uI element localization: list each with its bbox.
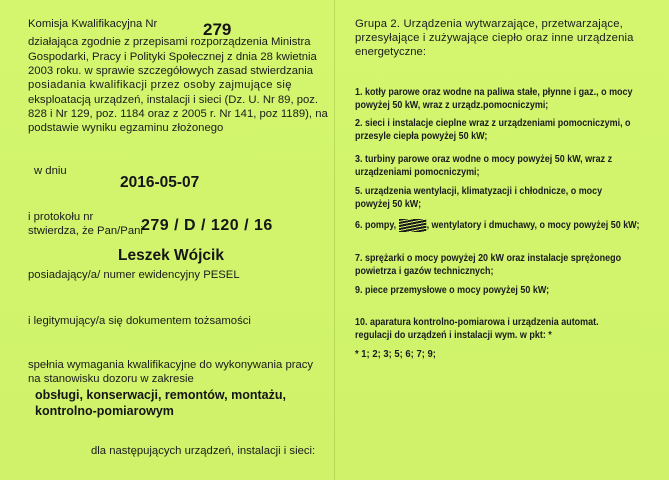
protocol-label-1: i protokołu nr <box>28 211 94 223</box>
device-item-9 <box>355 284 655 297</box>
fold-line <box>334 0 335 480</box>
text-line-2: działająca zgodnie z przepisami rozporządzenia Ministra <box>28 36 311 48</box>
device-item-6 <box>355 219 655 232</box>
device-item-10-line-1: 10. aparatura kontrolno-pomiarowa i urządzenia automat. <box>355 317 599 328</box>
device-item-6-end: , wentylatory i dmuchawy, o mocy powyżej 50 kW; <box>426 220 640 231</box>
device-item-10-line-2: regulacji do urządzeń i instalacji wym. w pkt: * <box>355 330 552 342</box>
text-line-5: posiadania kwalifikacji przez osoby zajmujące się <box>28 79 292 91</box>
scope-line-2: kontrolno-pomiarowym <box>35 404 174 418</box>
protocol-number: 279 / D / 120 / 16 <box>141 217 273 234</box>
exam-date: 2016-05-07 <box>120 174 200 191</box>
device-item-1-line-1: 1. kotły parowe oraz wodne na paliwa stałe, płynne i gaz., o mocy <box>355 87 633 98</box>
device-item-2 <box>355 117 655 143</box>
device-item-5 <box>355 185 655 211</box>
text-line-8: podstawie wyniku egzaminu złożonego <box>28 122 224 134</box>
text-line-7: 828 i Nr 129, poz. 1184 oraz z 2005 r. Nr 141, poz 1189), na <box>28 108 328 120</box>
device-item-6-start: 6. pompy, <box>355 220 399 231</box>
group-line-2: przesyłające i zużywające ciepło oraz inne urządzenia <box>355 32 634 44</box>
group-line-1: Grupa 2. Urządzenia wytwarzające, przetwarzające, <box>355 18 623 30</box>
text-line-6: eksploatacją urządzeń, instalacji i sieci (Dz. U. Nr 89, poz. <box>28 94 319 106</box>
device-item-3-line-1: 3. turbiny parowe oraz wodne o mocy powyżej 50 kW, wraz z <box>355 154 613 165</box>
device-item-10 <box>355 316 655 342</box>
device-item-6-line <box>355 219 640 232</box>
device-item-5-line-1: 5. urządzenia wentylacji, klimatyzacji i chłodnicze, o mocy <box>355 186 603 197</box>
strikeout-text <box>399 219 427 232</box>
commission-number: 279 <box>203 20 232 39</box>
device-item-2-line-2: przesyle ciepła powyżej 50 kW; <box>355 131 488 143</box>
id-document-label: i legitymujący/a się dokumentem tożsamości <box>28 315 251 327</box>
requirements-line-1: spełnia wymagania kwalifikacyjne do wykonywania pracy <box>28 359 314 371</box>
protocol-label-2: stwierdza, że Pan/Pani <box>28 225 143 237</box>
device-item-5-line-2: powyżej 50 kW; <box>355 199 422 211</box>
group-line-3: energetyczne: <box>355 46 426 58</box>
selected-points: * 1; 2; 3; 5; 6; 7; 9; <box>355 348 436 360</box>
devices-footer: dla następujących urządzeń, instalacji i sieci: <box>91 445 316 457</box>
device-item-1-line-2: powyżej 50 kW, wraz z urządz.pomocniczymi; <box>355 100 549 112</box>
device-item-7-line-2: powietrza i gazów technicznych; <box>355 266 494 278</box>
scope-line-1: obsługi, konserwacji, remontów, montażu, <box>35 388 286 402</box>
person-name: Leszek Wójcik <box>118 247 224 264</box>
text-line-3: Gospodarki, Pracy i Polityki Społecznej z dnia 28 kwietnia <box>28 51 317 63</box>
device-item-7 <box>355 252 655 278</box>
device-item-3-line-2: urządzeniami pomocniczymi; <box>355 167 480 179</box>
device-item-3 <box>355 153 655 179</box>
device-item-9-line-1: 9. piece przemysłowe o mocy powyżej 50 kW; <box>355 285 550 296</box>
device-item-7-line-1: 7. sprężarki o mocy powyżej 20 kW oraz instalacje sprężonego <box>355 253 622 264</box>
device-item-1 <box>355 86 655 112</box>
requirements-line-2: na stanowisku dozoru w zakresie <box>28 373 194 385</box>
date-label: w dniu <box>34 165 67 177</box>
commission-prefix: Komisja Kwalifikacyjna Nr <box>28 18 158 30</box>
pesel-label: posiadający/a/ numer ewidencyjny PESEL <box>28 269 240 281</box>
text-line-4: 2003 roku. w sprawie szczegółowych zasad stwierdzania <box>28 65 314 77</box>
device-item-2-line-1: 2. sieci i instalacje cieplne wraz z urządzeniami pomocniczymi, o <box>355 118 631 129</box>
